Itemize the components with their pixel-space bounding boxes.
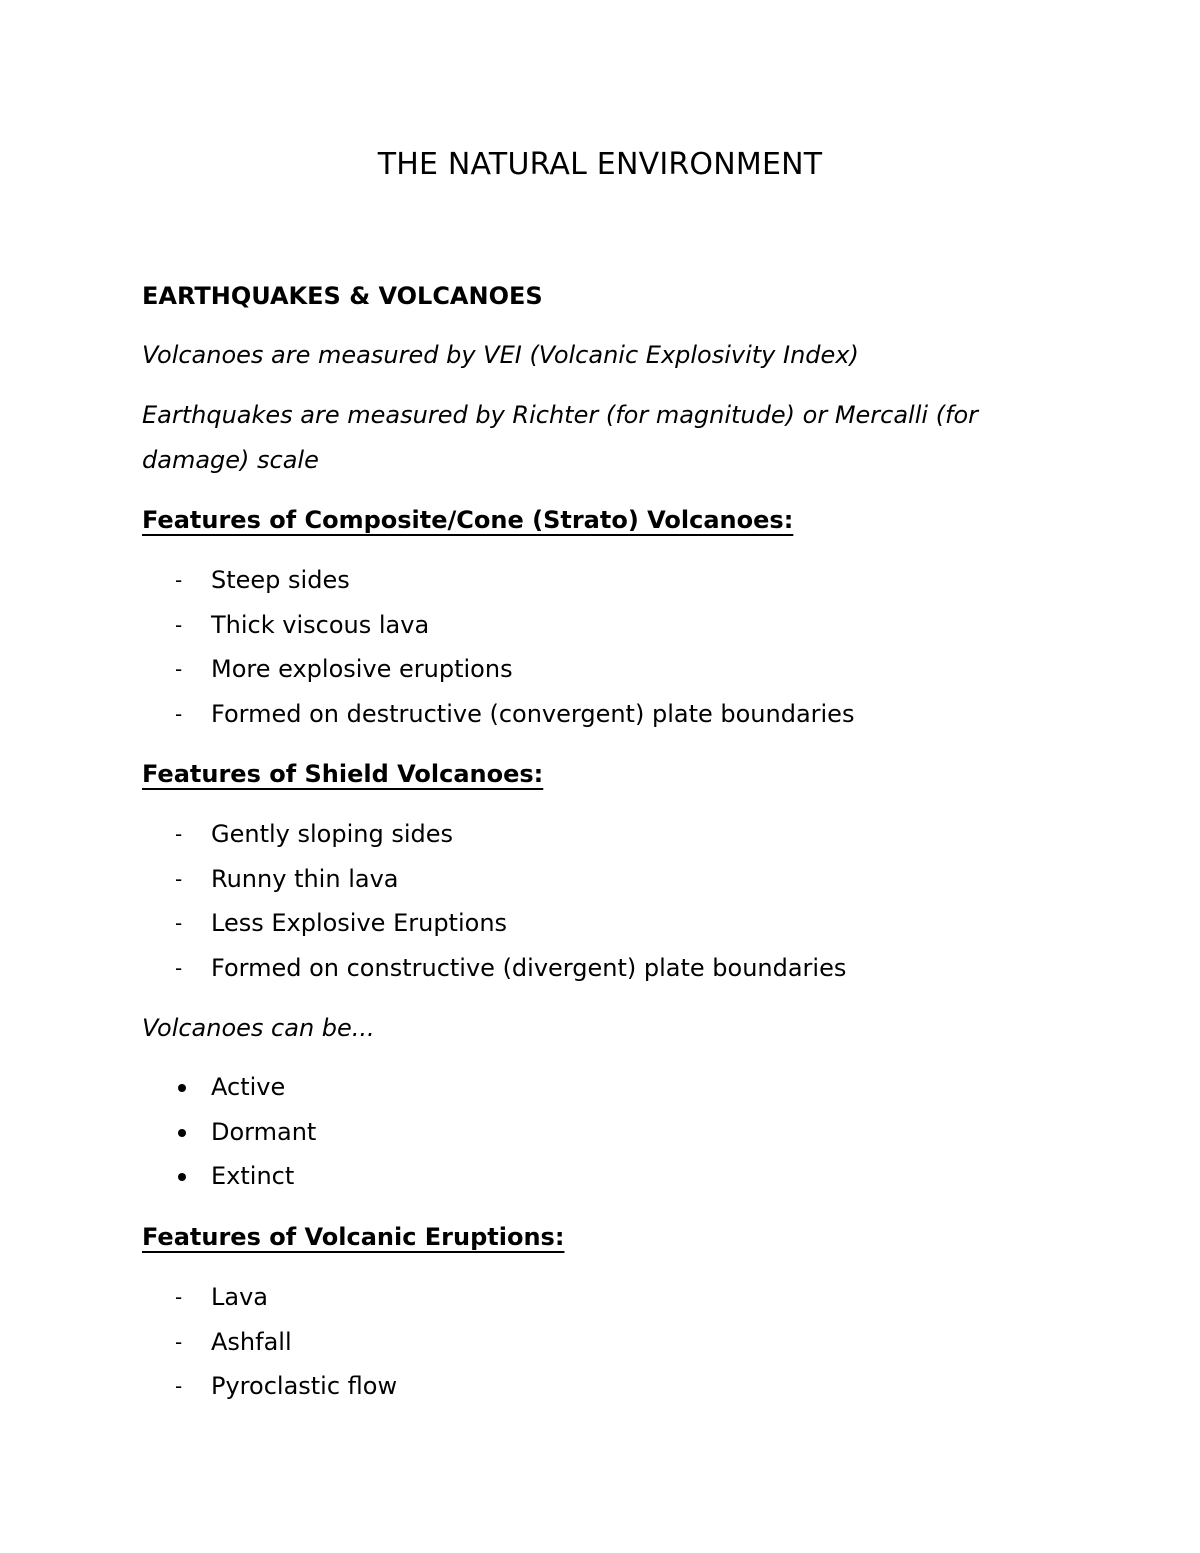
document-title: THE NATURAL ENVIRONMENT — [377, 147, 823, 182]
vei-paragraph: Volcanoes are measured by VEI (Volcanic Explosivity Index) — [142, 341, 859, 369]
list-item-text: Lava — [211, 1283, 268, 1311]
dash-marker: - — [175, 822, 183, 846]
list-item-text: Formed on destructive (convergent) plate boundaries — [211, 699, 855, 728]
composite-volcano-heading: Features of Composite/Cone (Strato) Volcanoes: — [142, 506, 794, 534]
bullet-icon — [178, 1129, 186, 1137]
dash-marker: - — [175, 911, 183, 935]
dash-marker: - — [175, 955, 183, 980]
earthquake-paragraph: Earthquakes are measured by Richter (for magnitude) or Mercalli (for damage) scale — [142, 401, 979, 474]
bullet-icon — [178, 1084, 186, 1092]
eruption-features-heading: Features of Volcanic Eruptions: — [142, 1223, 565, 1251]
list-item-text: Runny thin lava — [211, 864, 399, 893]
dash-marker: - — [175, 701, 183, 726]
list-item-text: Thick viscous lava — [211, 610, 430, 639]
dash-marker: - — [175, 866, 183, 891]
dash-marker: - — [175, 1374, 183, 1398]
dash-marker: - — [175, 1329, 183, 1354]
list-item-text: Ashfall — [211, 1327, 292, 1356]
dash-marker: - — [175, 612, 183, 637]
bullet-icon — [178, 1173, 186, 1181]
list-item-text: Formed on constructive (divergent) plate boundaries — [211, 953, 847, 982]
list-item-text: Active — [211, 1073, 286, 1101]
list-item-text: Less Explosive Eruptions — [211, 909, 508, 937]
volcano-states-intro: Volcanoes can be... — [142, 1014, 375, 1042]
dash-marker: - — [175, 657, 183, 681]
list-item-text: Steep sides — [211, 566, 350, 594]
list-item-text: Pyroclastic flow — [211, 1372, 398, 1400]
shield-volcano-heading: Features of Shield Volcanoes: — [142, 760, 544, 788]
list-item-text: More explosive eruptions — [211, 655, 513, 683]
list-item-text: Extinct — [211, 1162, 295, 1190]
dash-marker: - — [175, 568, 183, 592]
list-item-text: Dormant — [211, 1117, 317, 1146]
dash-marker: - — [175, 1285, 183, 1309]
section-heading: EARTHQUAKES & VOLCANOES — [142, 282, 543, 310]
list-item-text: Gently sloping sides — [211, 820, 453, 848]
